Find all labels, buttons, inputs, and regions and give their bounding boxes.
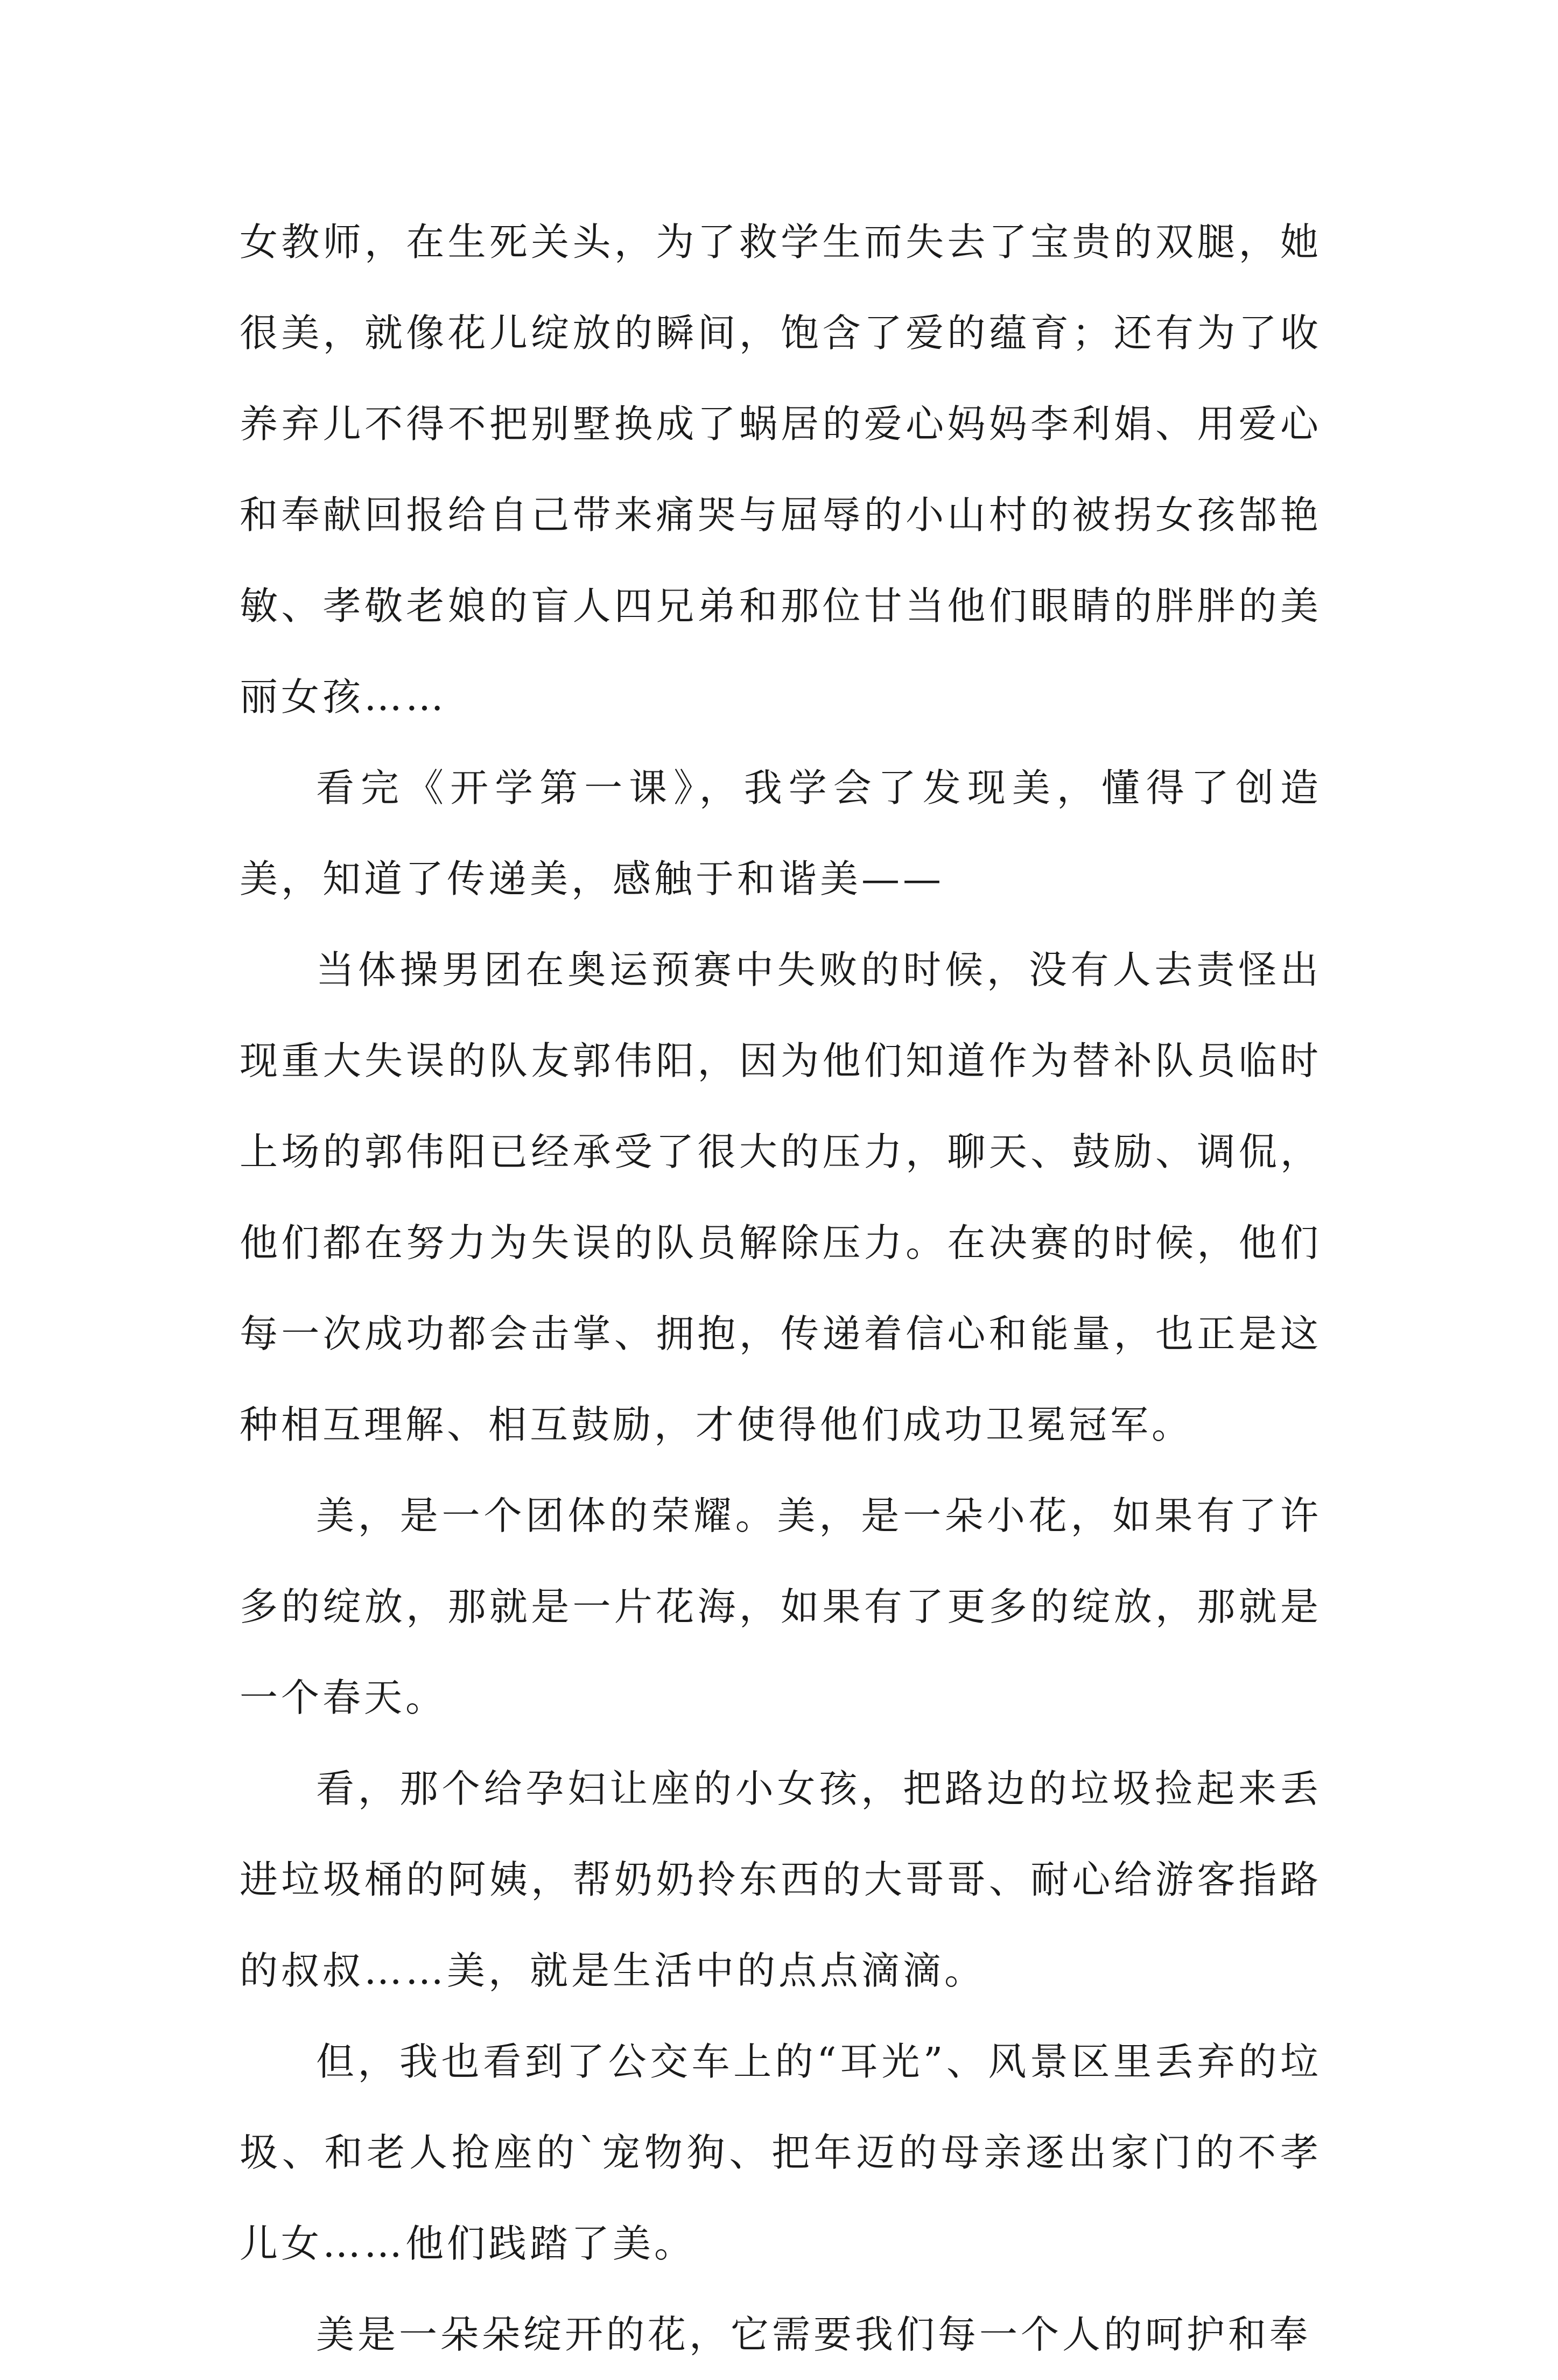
paragraph-3: 当体操男团在奥运预赛中失败的时候，没有人去责怪出现重大失误的队友郭伟阳，因为他们知道作为替补队员临时上场的郭伟阳已经承受了很大的压力，聊天、鼓励、调侃，他们都在努力为失误的队员解除压力。在决赛的时候，他们每一次成功都会击掌、拥抱，传递着信心和能量，也正是这种相互理解、相互鼓励，才使得他们成功卫冕冠军。 [240, 947, 1322, 1447]
paragraph-4: 美，是一个团体的荣耀。美，是一朵小花，如果有了许多的绽放，那就是一片花海，如果有了更多的绽放，那就是一个春天。 [240, 1493, 1322, 1720]
paragraph-1: 女教师，在生死关头，为了救学生而失去了宝贵的双腿，她很美，就像花儿绽放的瞬间，饱含了爱的蕴育；还有为了收养弃儿不得不把别墅换成了蜗居的爱心妈妈李利娟、用爱心和奉献回报给自己带来痛哭与屈辱的小山村的被拐女孩郜艳敏、孝敬老娘的盲人四兄弟和那位甘当他们眼睛的胖胖的美丽女孩…… [240, 220, 1322, 719]
paragraph-6: 但，我也看到了公交车上的“耳光”、风景区里丢弃的垃圾、和老人抢座的`宠物狗、把年迈的母亲逐出家门的不孝儿女……他们践踏了美。 [240, 2039, 1322, 2266]
paragraph-7: 美是一朵朵绽开的花，它需要我们每一个人的呵护和奉 [316, 2312, 1311, 2357]
paragraph-5: 看，那个给孕妇让座的小女孩，把路边的垃圾捡起来丢进垃圾桶的阿姨，帮奶奶拎东西的大哥哥、耐心给游客指路的叔叔……美，就是生活中的点点滴滴。 [240, 1766, 1322, 1993]
paragraph-2: 看完《开学第一课》，我学会了发现美，懂得了创造美，知道了传递美，感触于和谐美—— [240, 766, 1322, 901]
body-text [240, 196, 1322, 2380]
